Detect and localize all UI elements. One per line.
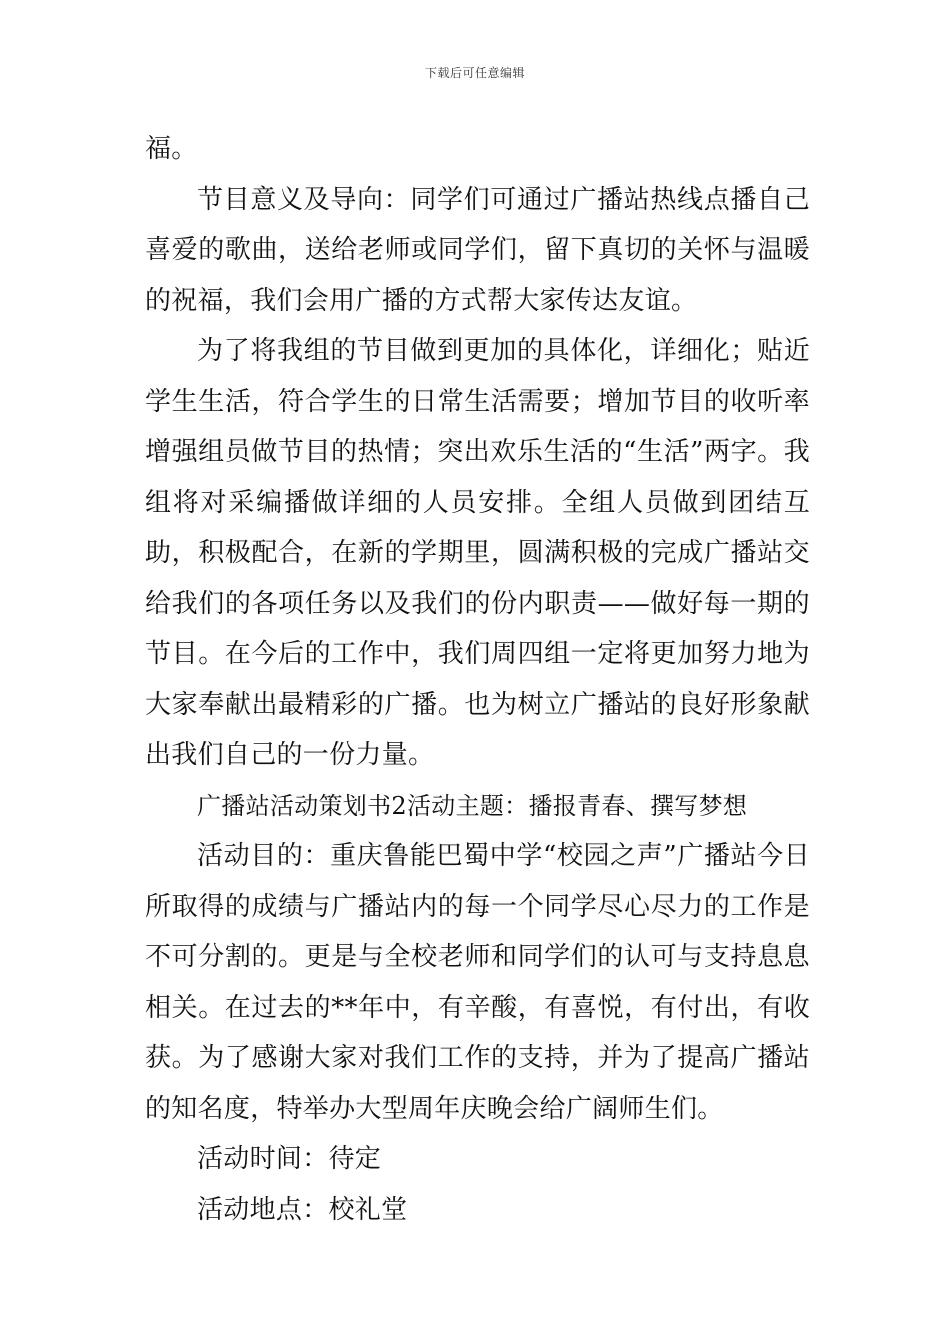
page-header: 下载后可任意编辑 [424, 66, 525, 80]
paragraph-continuation: 福。 [145, 134, 198, 164]
paragraph-program-meaning: 节目意义及导向：同学们可通过广播站热线点播自己喜爱的歌曲，送给老师或同学们，留下真切的关怀与温暖的祝福，我们会用广播的方式帮大家传达友谊。 [145, 184, 810, 316]
paragraph-activity-location: 活动地点：校礼堂 [197, 1194, 408, 1225]
paragraph-activity-time: 活动时间：待定 [197, 1144, 382, 1174]
paragraph-activity-purpose: 活动目的：重庆鲁能巴蜀中学“校园之声”广播站今日所取得的成绩与广播站内的每一个同学尽心尽力的工作是不可分割的。更是与全校老师和同学们的认可与支持息息相关。在过去的**年中，有辛酸，有喜悦，有付出，有收获。为了感谢大家对我们工作的支持，并为了提高广播站的知名度，特举办大型周年庆晚会给广阔师生们。 [145, 841, 810, 1124]
paragraph-group-plan: 为了将我组的节目做到更加的具体化，详细化；贴近学生生活，符合学生的日常生活需要；增加节目的收听率增强组员做节目的热情；突出欢乐生活的“生活”两字。我组将对采编播做详细的人员安排。全组人员做到团结互助，积极配合，在新的学期里，圆满积极的完成广播站交给我们的各项任务以及我们的份内职责——做好每一期的节目。在今后的工作中，我们周四组一定将更加努力地为大家奉献出最精彩的广播。也为树立广播站的良好形象献出我们自己的一份力量。 [145, 336, 810, 770]
paragraph-plan-title: 广播站活动策划书2活动主题：播报青春、撰写梦想 [197, 791, 748, 820]
document-body [145, 124, 810, 1235]
